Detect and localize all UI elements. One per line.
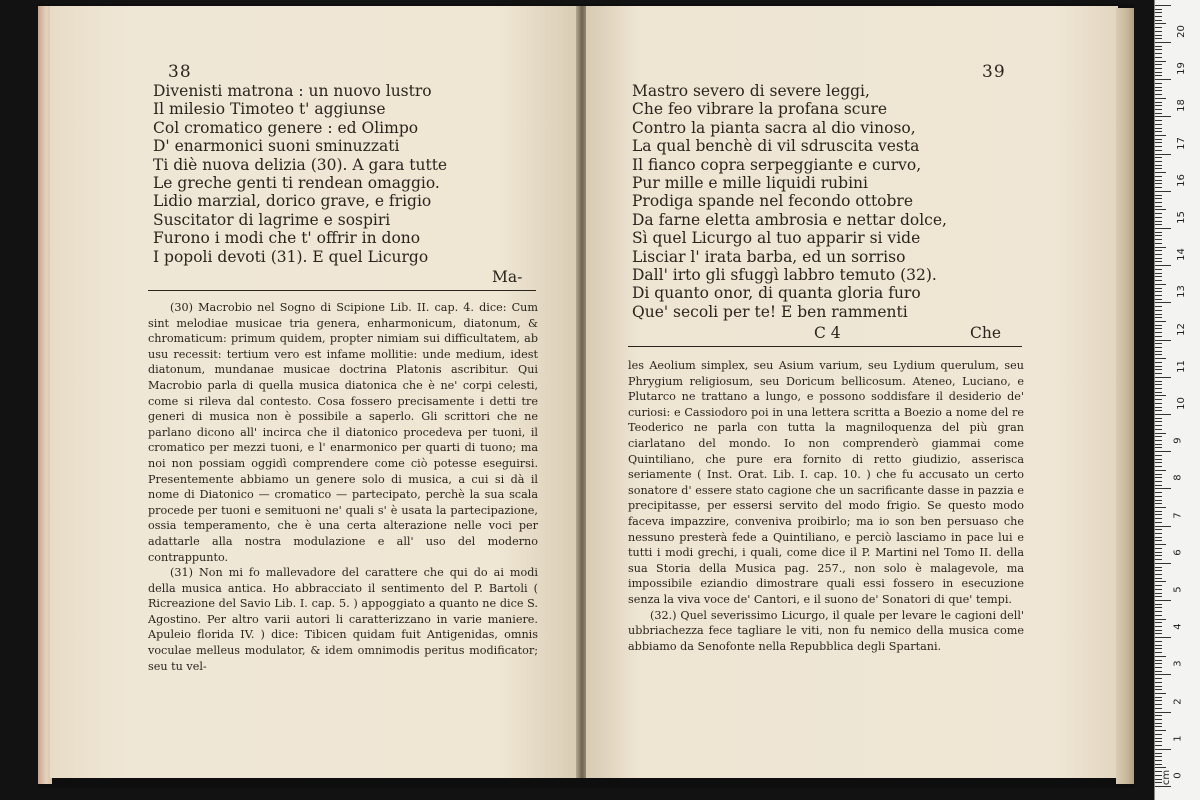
verse-line: Sì quel Licurgo al tuo apparir si vide	[632, 229, 921, 248]
ruler-tick	[1155, 652, 1162, 653]
ruler-tick	[1155, 485, 1162, 486]
ruler-tick	[1155, 53, 1162, 54]
ruler-tick	[1155, 712, 1171, 713]
ruler-tick	[1155, 209, 1166, 210]
ruler-tick	[1155, 496, 1162, 497]
ruler-tick	[1155, 760, 1162, 761]
ruler-tick	[1155, 418, 1162, 419]
verse-line: La qual benchè di vil sdruscita vesta	[632, 137, 920, 156]
ruler-tick	[1155, 738, 1162, 739]
ruler-tick	[1155, 570, 1162, 571]
ruler-tick	[1155, 213, 1162, 214]
ruler-tick	[1155, 373, 1162, 374]
ruler-tick	[1155, 343, 1162, 344]
ruler-tick	[1155, 98, 1166, 99]
ruler-tick	[1155, 291, 1162, 292]
ruler-label: 5	[1172, 586, 1184, 593]
ruler-tick	[1155, 61, 1166, 62]
ruler-tick	[1155, 663, 1162, 664]
verse-line: Que' secoli per te! E ben rammenti	[632, 302, 908, 321]
verse-line: Pur mille e mille liquidi rubini	[632, 173, 868, 192]
ruler-tick	[1155, 109, 1162, 110]
ruler-tick	[1155, 113, 1162, 114]
ruler-label: 11	[1175, 359, 1187, 373]
ruler-label: 15	[1175, 211, 1187, 224]
ruler-tick	[1155, 540, 1162, 541]
ruler-tick	[1155, 131, 1162, 132]
verse-line: Di quanto onor, di quanta gloria furo	[632, 284, 921, 303]
verse-line: Lisciar l' irata barba, ed un sorriso	[632, 247, 906, 266]
ruler-tick	[1155, 276, 1162, 277]
ruler-tick	[1155, 578, 1162, 579]
ruler-tick	[1155, 120, 1162, 121]
ruler-tick	[1155, 75, 1162, 76]
ruler-label: 7	[1172, 511, 1184, 519]
ruler-tick	[1155, 27, 1162, 28]
ruler-tick	[1155, 593, 1162, 594]
ruler-tick	[1155, 451, 1171, 452]
ruler-tick	[1155, 633, 1162, 634]
ruler-tick	[1155, 563, 1171, 564]
ruler-tick	[1155, 172, 1166, 173]
ruler-tick	[1155, 462, 1162, 463]
ruler-tick	[1155, 656, 1166, 657]
ruler-tick	[1155, 299, 1162, 300]
ruler-tick	[1155, 354, 1162, 355]
ruler-tick	[1155, 239, 1162, 240]
ruler-tick	[1155, 667, 1162, 668]
ruler-label: 4	[1172, 623, 1184, 630]
footnotes-right	[628, 358, 1024, 654]
ruler-tick	[1155, 455, 1162, 456]
ruler-tick	[1155, 83, 1162, 84]
ruler-tick	[1155, 332, 1162, 333]
ruler-tick	[1155, 228, 1171, 229]
ruler-tick	[1155, 492, 1162, 493]
ruler-label: 1	[1172, 735, 1184, 742]
ruler-tick	[1155, 321, 1166, 322]
ruler-tick	[1155, 585, 1162, 586]
verse-left	[153, 82, 447, 266]
verse-line: Da farne eletta ambrosia e nettar dolce,	[632, 210, 947, 229]
ruler-tick	[1155, 31, 1162, 32]
ruler-tick	[1155, 440, 1162, 441]
ruler-label: 3	[1172, 660, 1184, 668]
ruler-tick	[1155, 388, 1162, 389]
ruler-tick	[1155, 165, 1162, 166]
ruler-tick	[1155, 526, 1171, 527]
ruler-tick	[1155, 46, 1162, 47]
ruler-tick	[1155, 191, 1171, 192]
ruler-label: 8	[1172, 474, 1184, 482]
ruler-tick	[1155, 247, 1166, 248]
verse-line: Contro la pianta sacra al dio vinoso,	[632, 118, 916, 137]
ruler-tick	[1155, 518, 1162, 519]
ruler-tick	[1155, 704, 1162, 705]
ruler-tick	[1155, 366, 1162, 367]
ruler-tick	[1155, 254, 1162, 255]
verse-right	[632, 82, 947, 321]
ruler-tick	[1155, 786, 1171, 787]
ruler-tick	[1155, 459, 1162, 460]
ruler-tick	[1155, 150, 1162, 151]
ruler-tick	[1155, 72, 1162, 73]
ruler-tick	[1155, 734, 1162, 735]
ruler-tick	[1155, 261, 1162, 262]
ruler-tick	[1155, 488, 1171, 489]
verse-line: D' enarmonici suoni sminuzzati	[153, 137, 400, 156]
ruler-tick	[1155, 607, 1162, 608]
ruler-label: 18	[1175, 99, 1187, 113]
ruler-tick	[1155, 637, 1171, 638]
ruler-tick	[1155, 20, 1162, 21]
ruler-tick	[1155, 660, 1162, 661]
ruler-tick	[1155, 444, 1162, 445]
ruler-tick	[1155, 288, 1162, 289]
ruler-tick	[1155, 161, 1162, 162]
ruler-tick	[1155, 559, 1162, 560]
ruler-tick	[1155, 574, 1162, 575]
ruler-tick	[1155, 392, 1162, 393]
ruler-tick	[1155, 269, 1162, 270]
ruler-tick	[1155, 79, 1171, 80]
measurement-ruler	[1154, 0, 1200, 800]
ruler-tick	[1155, 764, 1162, 765]
ruler-tick	[1155, 741, 1162, 742]
ruler-label: 14	[1175, 248, 1187, 262]
ruler-tick	[1155, 686, 1162, 687]
ruler-tick	[1155, 548, 1162, 549]
ruler-tick	[1155, 180, 1162, 181]
verse-line: Suscitator di lagrime e sospiri	[153, 210, 391, 229]
footnote-paragraph: (30) Macrobio nel Sogno di Scipione Lib. II. cap. 4. dice: Cum sint melodiae musicae tria genera, enharmonicum, diatonum, & chromaticum: primum quidem, propter nimiam sui difficultatem, ab usu recessit: tertium vero est infame mollitie: unde medium, idest diatonum, mundanae musicae doctrina Platonis ascribitur. Qui Macrobio parla di quella musica diatonica che è ne' corpi celesti, come si rileva dal contesto. Cosa fossero precisamente i detti tre generi di musica non è possibile a saperlo. Gli scrittori che ne parlano dicono all' incirca che il diatonico procedeva per tuoni, il cromatico per mezzi tuoni, e l' enarmonico per quarti di tuono; ma noi non possiam oggidì comprendere come ciò potesse eseguirsi. Presentemente abbiamo un genere solo di musica, a cui si dà il nome di Diatonico — cromatico — partecipato, perchè la sua scala procede per tuoni e semituoni ne' quali s' è usata la partecipazione, ossia temperamento, che è una certa alterazione nelle voci per adattarle alla nostra modulazione e all' uso del moderno contrappunto.	[148, 301, 538, 564]
ruler-tick	[1155, 600, 1171, 601]
ruler-tick	[1155, 470, 1166, 471]
ruler-tick	[1155, 414, 1171, 415]
verse-line: Divenisti matrona : un nuovo lustro	[153, 82, 432, 100]
ruler-tick	[1155, 351, 1162, 352]
ruler-tick	[1155, 340, 1171, 341]
verse-line: Lidio marzial, dorico grave, e frigio	[153, 192, 432, 211]
ruler-tick	[1155, 42, 1171, 43]
ruler-tick	[1155, 38, 1162, 39]
ruler-tick	[1155, 362, 1162, 363]
ruler-tick	[1155, 611, 1162, 612]
ruler-tick	[1155, 403, 1162, 404]
ruler-tick	[1155, 384, 1162, 385]
ruler-tick	[1155, 682, 1162, 683]
ruler-tick	[1155, 756, 1162, 757]
ruler-tick	[1155, 421, 1162, 422]
ruler-tick	[1155, 202, 1162, 203]
verse-line: Col cromatico genere : ed Olimpo	[153, 118, 419, 137]
ruler-label: 0	[1172, 772, 1184, 779]
ruler-tick	[1155, 381, 1162, 382]
ruler-tick	[1155, 648, 1162, 649]
ruler-label: 6	[1172, 549, 1184, 556]
ruler-tick	[1155, 369, 1162, 370]
ruler-tick	[1155, 139, 1162, 140]
ruler-tick	[1155, 347, 1162, 348]
ruler-tick	[1155, 730, 1166, 731]
ruler-tick	[1155, 641, 1162, 642]
ruler-tick	[1155, 168, 1162, 169]
ruler-tick	[1155, 154, 1171, 155]
ruler-tick	[1155, 399, 1162, 400]
ruler-tick	[1155, 767, 1166, 768]
ruler-tick	[1155, 522, 1162, 523]
ruler-tick	[1155, 615, 1162, 616]
ruler-tick	[1155, 358, 1166, 359]
ruler-tick	[1155, 135, 1166, 136]
ruler-tick	[1155, 410, 1162, 411]
ruler-label: 9	[1172, 437, 1184, 444]
ruler-tick	[1155, 407, 1162, 408]
ruler-tick	[1155, 693, 1166, 694]
ruler-tick	[1155, 503, 1162, 504]
ruler-tick	[1155, 68, 1162, 69]
ruler-tick	[1155, 64, 1162, 65]
ruler-tick	[1155, 310, 1162, 311]
ruler-tick	[1155, 9, 1162, 10]
ruler-tick	[1155, 466, 1162, 467]
ruler-tick	[1155, 544, 1166, 545]
footnote-paragraph: (31) Non mi fo mallevadore del carattere che qui do ai modi della musica antica. Ho abbracciato il sentimento del P. Bartoli ( Ricreazione del Savio Lib. I. cap. 5. ) appoggiato a quanto ne dice S. Agostino. Per altro varii autori li caratterizzano in varie maniere. Apuleio florida IV. ) dice: Tibicen quidam fuit Antigenidas, omnis voculae melleus modulator, & idem omnimodis peritus modificator; seu tu vel-	[148, 566, 538, 673]
ruler-tick	[1155, 295, 1162, 296]
ruler-tick	[1155, 678, 1162, 679]
verse-line: Che feo vibrare la profana scure	[632, 100, 888, 119]
ruler-tick	[1155, 124, 1162, 125]
footnote-paragraph: (32.) Quel severissimo Licurgo, il quale per levare le cagioni dell' ubbriachezza fece tagliare le viti, non fu nemico della musica come abbiamo da Senofonte nella Repubblica degli Spartani.	[628, 608, 1024, 653]
ruler-tick	[1155, 146, 1162, 147]
ruler-tick	[1155, 626, 1162, 627]
ruler-tick	[1155, 12, 1162, 13]
ruler-tick	[1155, 94, 1162, 95]
ruler-tick	[1155, 250, 1162, 251]
ruler-tick	[1155, 697, 1162, 698]
ruler-tick	[1155, 507, 1166, 508]
ruler-tick	[1155, 745, 1162, 746]
verse-line: Il fianco copra serpeggiante e curvo,	[632, 155, 922, 174]
ruler-tick	[1155, 589, 1162, 590]
ruler-tick	[1155, 604, 1162, 605]
ruler-tick	[1155, 232, 1162, 233]
ruler-tick	[1155, 619, 1166, 620]
ruler-label: 16	[1175, 173, 1187, 187]
ruler-tick	[1155, 552, 1162, 553]
ruler-tick	[1155, 35, 1162, 36]
footnote-rule-left	[148, 290, 536, 291]
verse-line: Il milesio Timoteo t' aggiunse	[153, 100, 386, 119]
ruler-tick	[1155, 187, 1162, 188]
ruler-label: 2	[1172, 697, 1184, 705]
ruler-tick	[1155, 195, 1162, 196]
page-number-right: 39	[982, 62, 1006, 82]
ruler-tick	[1155, 514, 1162, 515]
ruler-label: 10	[1175, 397, 1187, 410]
ruler-tick	[1155, 57, 1162, 58]
ruler-tick	[1155, 87, 1162, 88]
verse-line: Dall' irto gli sfuggì labbro temuto (32).	[632, 265, 937, 284]
ruler-tick	[1155, 116, 1171, 117]
ruler-tick	[1155, 265, 1171, 266]
ruler-tick	[1155, 377, 1171, 378]
ruler-label: 17	[1175, 136, 1187, 150]
ruler-tick	[1155, 206, 1162, 207]
ruler-tick	[1155, 645, 1162, 646]
footnotes-left	[148, 300, 538, 674]
ruler-tick	[1155, 142, 1162, 143]
ruler-tick	[1155, 567, 1162, 568]
ruler-tick	[1155, 674, 1171, 675]
ruler-tick	[1155, 723, 1162, 724]
ruler-tick	[1155, 280, 1162, 281]
ruler-tick	[1155, 395, 1166, 396]
ruler-label: 12	[1175, 322, 1187, 336]
ruler-tick	[1155, 49, 1162, 50]
ruler-tick	[1155, 16, 1162, 17]
ruler-tick	[1155, 198, 1162, 199]
ruler-tick	[1155, 671, 1162, 672]
ruler-tick	[1155, 102, 1162, 103]
ruler-tick	[1155, 23, 1166, 24]
ruler-label: 20	[1175, 25, 1187, 38]
ruler-tick	[1155, 176, 1162, 177]
ruler-tick	[1155, 700, 1162, 701]
footnote-paragraph: les Aeolium simplex, seu Asium varium, seu Lydium querulum, seu Phrygium religiosum, seu Doricum bellicosum. Ateneo, Luciano, e Plutarco ne trattano a lungo, e possono soddisfare il desiderio de' curiosi: e Cassiodoro poi in una lettera scritta a Boezio a nome del re Teoderico ne parla con tutta la magniloquenza del più gran ciarlatano del mondo. Io non comprenderò giammai come Quintiliano, che pure era fornito di retto giudizio, asserisca seriamente ( Inst. Orat. Lib. I. cap. 10. ) che fu accusato un certo sonatore d' essere stato cagione che un sacrificante dasse in pazzia e precipitasse, per essersi servito del modo frigio. Se questo modo faceva impazzire, conveniva proibirlo; ma io son ben persuaso che nessuno presterà fede a Quintiliano, e perciò lasciamo in pace lui e tutti i modi grechi, i quali, come dice il P. Martini nel Tomo II. della sua Storia della Musica pag. 257., non solo è malagevole, ma impossibile eziandio dimostrare quali essi fossero in esecuzione senza la viva voce de' Cantori, e il suono de' Sonatori di que' tempi.	[628, 359, 1024, 606]
ruler-label: 19	[1175, 62, 1187, 76]
ruler-tick	[1155, 105, 1162, 106]
ruler-tick	[1155, 273, 1162, 274]
ruler-tick	[1155, 306, 1162, 307]
ruler-tick	[1155, 622, 1162, 623]
ruler-tick	[1155, 317, 1162, 318]
ruler-tick	[1155, 157, 1162, 158]
ruler-tick	[1155, 433, 1166, 434]
right-page	[586, 6, 1118, 778]
ruler-tick	[1155, 749, 1171, 750]
ruler-tick	[1155, 436, 1162, 437]
page-number-left: 38	[168, 62, 192, 82]
ruler-tick	[1155, 235, 1162, 236]
ruler-tick	[1155, 314, 1162, 315]
ruler-tick	[1155, 183, 1162, 184]
ruler-tick	[1155, 221, 1162, 222]
verse-line: Ti diè nuova delizia (30). A gara tutte	[153, 155, 448, 174]
ruler-label: 13	[1175, 285, 1187, 299]
ruler-tick	[1155, 477, 1162, 478]
right-page-edge	[1116, 8, 1134, 784]
ruler-tick	[1155, 689, 1162, 690]
ruler-tick	[1155, 243, 1162, 244]
ruler-tick	[1155, 224, 1162, 225]
verse-line: Furono i modi che t' offrir in dono	[153, 229, 421, 248]
ruler-tick	[1155, 447, 1162, 448]
ruler-tick	[1155, 753, 1162, 754]
verse-line: Le greche genti ti rendean omaggio.	[153, 173, 440, 192]
left-page	[50, 6, 578, 778]
ruler-tick	[1155, 128, 1162, 129]
signature-mark: C 4	[814, 324, 841, 342]
ruler-tick	[1155, 5, 1171, 6]
ruler-tick	[1155, 529, 1162, 530]
ruler-tick	[1155, 481, 1162, 482]
ruler-tick	[1155, 581, 1166, 582]
verse-line: I popoli devoti (31). E quel Licurgo	[153, 247, 429, 266]
verse-line: Mastro severo di severe leggi,	[632, 82, 870, 100]
ruler-unit: cm	[1161, 769, 1173, 786]
ruler-tick	[1155, 555, 1162, 556]
ruler-tick	[1155, 715, 1162, 716]
ruler-tick	[1155, 596, 1162, 597]
ruler-tick	[1155, 258, 1162, 259]
ruler-tick	[1155, 425, 1162, 426]
ruler-tick	[1155, 328, 1162, 329]
ruler-tick	[1155, 726, 1162, 727]
ruler-tick	[1155, 630, 1162, 631]
verse-line: Prodiga spande nel fecondo ottobre	[632, 192, 914, 211]
ruler-tick	[1155, 533, 1162, 534]
ruler-tick	[1155, 217, 1162, 218]
ruler-tick	[1155, 537, 1162, 538]
ruler-tick	[1155, 511, 1162, 512]
ruler-tick	[1155, 302, 1171, 303]
ruler-tick	[1155, 708, 1162, 709]
ruler-tick	[1155, 474, 1162, 475]
ruler-tick	[1155, 719, 1162, 720]
ruler-tick	[1155, 336, 1162, 337]
ruler-tick	[1155, 500, 1162, 501]
ruler-tick	[1155, 284, 1166, 285]
catchword-left: Ma-	[492, 268, 523, 286]
ruler-tick	[1155, 90, 1162, 91]
catchword-right: Che	[970, 324, 1002, 342]
footnote-rule-right	[628, 346, 1022, 347]
ruler-tick	[1155, 429, 1162, 430]
ruler-tick	[1155, 325, 1162, 326]
